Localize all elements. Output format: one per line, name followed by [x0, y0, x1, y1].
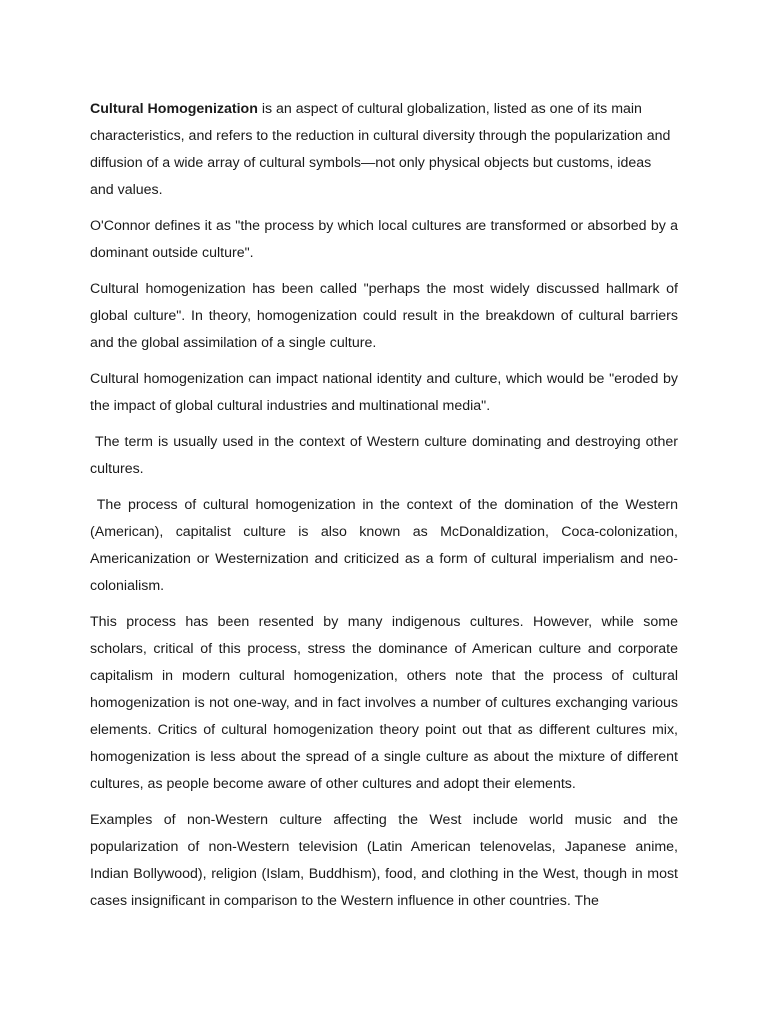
paragraph-5 — [90, 429, 678, 483]
paragraph-3: Cultural homogenization has been called "perhaps the most widely discussed hallmark of global culture". In theory, homogenization could result in the breakdown of cultural barriers and the global assimilation of a single culture. — [90, 281, 678, 351]
paragraph-4: Cultural homogenization can impact national identity and culture, which would be "eroded by the impact of global cultural industries and multinational media". — [90, 371, 678, 414]
paragraph-1-text: is an aspect of cultural globalization, listed as one of its main characteristics, and refers to the reduction in cultural diversity through the popularization and diffusion of a wide array of cultural symbols—not only physical objects but customs, ideas and values. — [90, 101, 671, 198]
bold-term: Cultural Homogenization — [90, 101, 258, 117]
paragraph-5-text: The term is usually used in the context of Western culture dominating and destroying other cultures. — [90, 434, 678, 477]
document-body — [90, 96, 678, 924]
paragraph-6 — [90, 492, 678, 600]
paragraph-8: Examples of non-Western culture affecting the West include world music and the popularization of non-Western television (Latin American telenovelas, Japanese anime, Indian Bollywood), religion (Islam, Buddhism), food, and clothing in the West, though in most cases insignificant in comparison to the Western influence in other countries. The — [90, 812, 678, 909]
paragraph-2: O'Connor defines it as "the process by which local cultures are transformed or absorbed by a dominant outside culture". — [90, 218, 678, 261]
paragraph-7: This process has been resented by many indigenous cultures. However, while some scholars, critical of this process, stress the dominance of American culture and corporate capitalism in modern cultural homogenization, others note that the process of cultural homogenization is not one-way, and in fact involves a number of cultures exchanging various elements. Critics of cultural homogenization theory point out that as different cultures mix, homogenization is less about the spread of a single culture as about the mixture of different cultures, as people become aware of other cultures and adopt their elements. — [90, 614, 678, 792]
paragraph-6-text: The process of cultural homogenization in the context of the domination of the Western (American), capitalist culture is also known as McDonaldization, Coca-colonization, Americanization or Westernization and criticized as a form of cultural imperialism and neo-colonialism. — [90, 497, 678, 594]
paragraph-1 — [90, 96, 678, 204]
